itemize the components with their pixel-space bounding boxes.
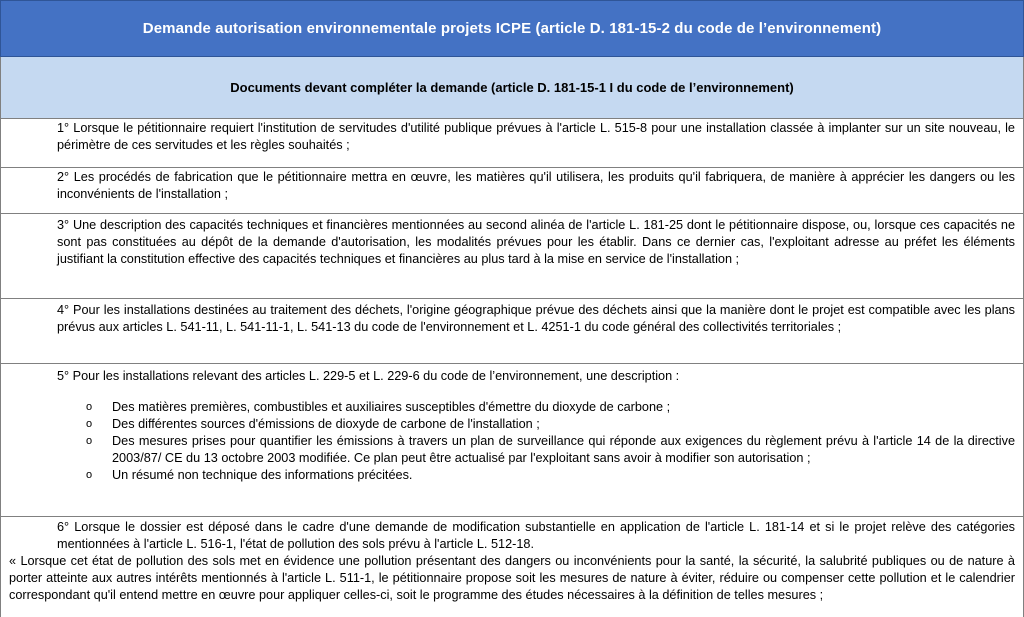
item-5-bullet-list bbox=[57, 399, 1015, 484]
list-item-3 bbox=[0, 213, 1024, 298]
list-item-1 bbox=[0, 118, 1024, 167]
item-1-text: 1° Lorsque le pétitionnaire requiert l'institution de servitudes d'utilité publique prévues à l'article L. 515-8 pour une installation classée à implanter sur un site nouveau, le périmètre de ces servitudes et les règles souhaités ; bbox=[57, 121, 1015, 152]
bullet-item: o Des matières premières, combustibles et auxiliaires susceptibles d'émettre du dioxyde de carbone ; bbox=[86, 400, 671, 414]
list-item-5 bbox=[0, 363, 1024, 516]
bullet-item: o Des différentes sources d'émissions de dioxyde de carbone de l'installation ; bbox=[86, 417, 540, 431]
bullet-item: o Des mesures prises pour quantifier les émissions à travers un plan de surveillance qui réponde aux exigences du règlement prévu à l'article 14 de la directive 2003/87/ CE du 13 octobre 2003 modifiée. Ce plan peut être actualisé par l'exploitant sans avoir à modifier son autorisation ; bbox=[86, 434, 1015, 465]
bullet-item: o Un résumé non technique des informations précitées. bbox=[86, 468, 413, 482]
table-title: Demande autorisation environnementale projets ICPE (article D. 181-15-2 du code de l’environnement) bbox=[0, 0, 1024, 57]
list-item-2 bbox=[0, 167, 1024, 213]
circle-bullet-icon: o bbox=[86, 401, 93, 413]
circle-bullet-icon: o bbox=[86, 418, 93, 430]
table-subtitle: Documents devant compléter la demande (article D. 181-15-1 I du code de l’environnement) bbox=[0, 57, 1024, 118]
item-2-text: 2° Les procédés de fabrication que le pétitionnaire mettra en œuvre, les matières qu'il utilisera, les produits qu'il fabriquera, de manière à apprécier les dangers ou les inconvénients de l'installation ; bbox=[57, 170, 1015, 201]
list-item-6 bbox=[0, 516, 1024, 617]
item-5-text: 5° Pour les installations relevant des articles L. 229-5 et L. 229-6 du code de l’environnement, une description : bbox=[57, 369, 680, 383]
list-item-4 bbox=[0, 298, 1024, 363]
item-3-text: 3° Une description des capacités techniques et financières mentionnées au second alinéa de l'article L. 181-25 dont le pétitionnaire dispose, ou, lorsque ces capacités ne sont pas constituées au dépôt de la demande d'autorisation, les modalités prévues pour les établir. Dans ce dernier cas, l'exploitant adresse au préfet les éléments justifiant la constitution effective des capacités techniques et financières au plus tard à la mise en service de l'installation ; bbox=[57, 218, 1015, 266]
item-4-text: 4° Pour les installations destinées au traitement des déchets, l'origine géographique prévue des déchets ainsi que la manière dont le projet est compatible avec les plans prévus aux articles L. 541-11, L. 541-11-1, L. 541-13 du code de l'environnement et L. 4251-1 du code général des collectivités territoriales ; bbox=[57, 303, 1015, 334]
circle-bullet-icon: o bbox=[86, 435, 93, 447]
item-6-text-continued: « Lorsque cet état de pollution des sols met en évidence une pollution présentant des dangers ou inconvénients pour la santé, la sécurité, la salubrité publiques ou de nature à porter atteinte aux autres intérêts mentionnés à l'article L. 511-1, le pétitionnaire propose soit les mesures de nature à éviter, réduire ou compenser cette pollution et le calendrier correspondant qu'il entend mettre en œuvre pour appliquer celles-ci, soit le programme des études nécessaires à la définition de telles mesures ; bbox=[9, 554, 1015, 602]
circle-bullet-icon: o bbox=[86, 469, 93, 481]
item-6-text: 6° Lorsque le dossier est déposé dans le cadre d'une demande de modification substantielle en application de l'article L. 181-14 et si le projet relève des catégories mentionnées à l'article L. 516-1, l'état de pollution des sols prévu à l'article L. 512-18. bbox=[57, 520, 1015, 551]
